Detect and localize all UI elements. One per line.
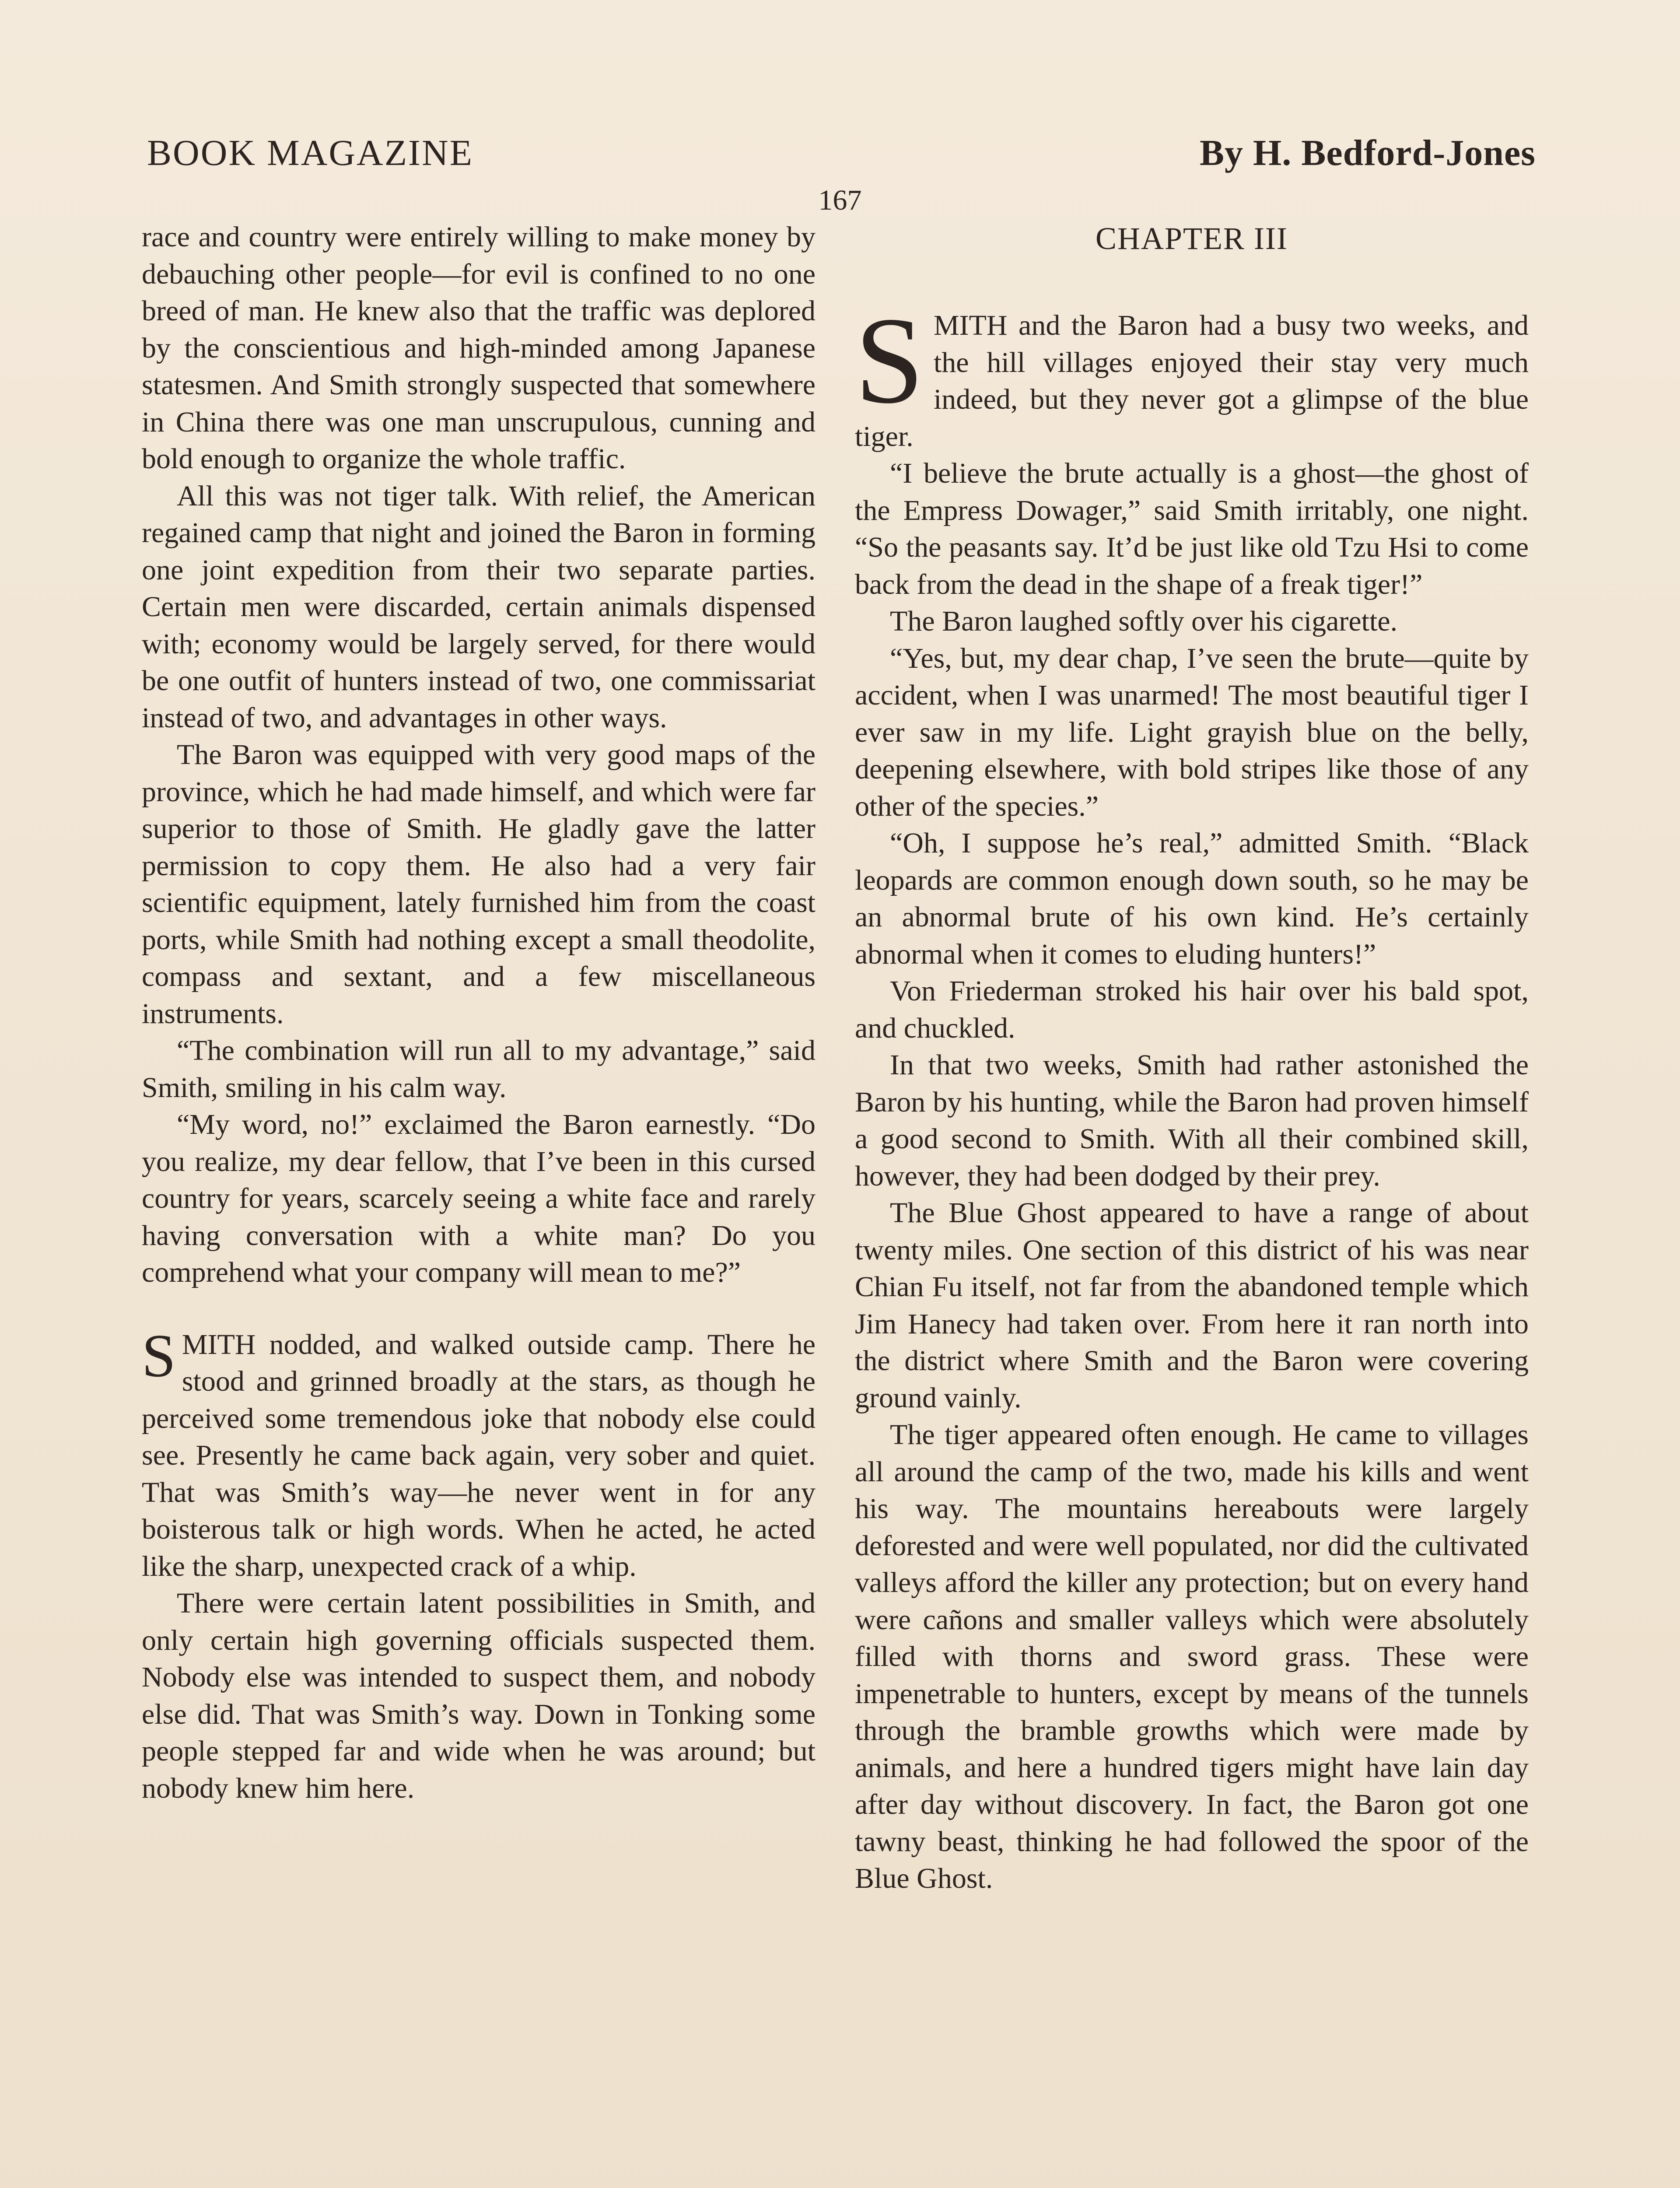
drop-cap: S: [855, 292, 924, 429]
paragraph: “The combination will run all to my advantage,” said Smith, smiling in his calm way.: [142, 1034, 816, 1104]
paragraph: “Yes, but, my dear chap, I’ve seen the brute—quite by accident, when I was unarmed! The most beautiful tiger I ever saw in my life. Light grayish blue on the belly, deepening elsewhere, with bold stripes like those of any other of the species.”: [855, 642, 1529, 822]
section-break: [142, 1291, 816, 1326]
paragraph: race and country were entirely willing to make money by debauching other people—for evil is confined to no one breed of man. He knew also that the traffic was deplored by the conscientious and high-minded among Japanese statesmen. And Smith strongly suspected that somewhere in China there was one man unscrupulous, cunning and bold enough to organize the whole traffic.: [142, 221, 816, 475]
paragraph: In that two weeks, Smith had rather astonished the Baron by his hunting, while the Baron had proven himself a good second to Smith. With all their combined skill, however, they had been dodged by their prey.: [855, 1049, 1529, 1192]
chapter-title: CHAPTER III: [1096, 221, 1288, 256]
paragraph: “My word, no!” exclaimed the Baron earnestly. “Do you realize, my dear fellow, that I’ve been in this cursed country for years, scarcely seeing a white face and rarely having conversation with a white man? Do you comprehend what your company will mean to me?”: [142, 1108, 816, 1288]
paragraph-dropcap: [855, 292, 1529, 455]
paragraph: The tiger appeared often enough. He came to villages all around the camp of the two, made his kills and went his way. The mountains hereabouts were largely deforested and were well populated, nor did the cultivated valleys afford the killer any protection; but on every hand were cañons and smaller valleys which were absolutely filled with thorns and sword grass. These were impenetrable to hunters, except by means of the tunnels through the bramble growths which were made by animals, and here a hundred tigers might have lain day after day without discovery. In fact, the Baron got one tawny beast, thinking he had followed the spoor of the Blue Ghost.: [855, 1419, 1529, 1894]
paragraph: There were certain latent possibilities in Smith, and only certain high governing officials suspected them. Nobody else was intended to suspect them, and nobody else did. That was Smith’s way. Down in Tonking some people stepped far and wide when he was around; but nobody knew him here.: [142, 1587, 816, 1804]
paragraph-text: MITH nodded, and walked outside camp. There he stood and grinned broadly at the stars, as though he perceived some tremendous joke that nobody else could see. Presently he came back again, very sober and quiet. That was Smith’s way—he never went in for any boisterous talk or high words. When he acted, he acted like the sharp, unexpected crack of a whip.: [142, 1328, 816, 1582]
paragraph-dropcap: [142, 1322, 816, 1585]
paragraph: The Baron was equipped with very good maps of the province, which he had made himself, and which were far superior to those of Smith. He gladly gave the latter permission to copy them. He also had a very fair scientific equipment, lately furnished him from the coast ports, while Smith had nothing except a small theodolite, compass and sextant, and a few miscellaneous instruments.: [142, 739, 816, 1030]
paragraph: “I believe the brute actually is a ghost—the ghost of the Empress Dowager,” said Smith irritably, one night. “So the peasants say. It’d be just like old Tzu Hsi to come back from the dead in the shape of a freak tiger!”: [855, 457, 1529, 600]
paragraph: The Blue Ghost appeared to have a range of about twenty miles. One section of this district of his was near Chian Fu itself, not far from the abandoned temple which Jim Hanecy had taken over. From here it ran north into the district where Smith and the Baron were covering ground vainly.: [855, 1197, 1529, 1414]
paragraph: “Oh, I suppose he’s real,” admitted Smith. “Black leopards are common enough down south, so he may be an abnormal brute of his own kind. He’s certainly abnormal when it comes to eluding hunters!”: [855, 827, 1529, 970]
drop-cap: S: [142, 1322, 176, 1390]
left-column: [142, 219, 816, 1807]
paragraph: All this was not tiger talk. With relief, the American regained camp that night and joined the Baron in forming one joint expedition from their two separate parties. Certain men were discarded, certain animals dispensed with; economy would be largely served, for there would be one outfit of hunters instead of two, one commissariat instead of two, and advantages in other ways.: [142, 480, 816, 734]
right-column: [855, 219, 1529, 1897]
paragraph-text: MITH and the Baron had a busy two weeks, and the hill villages enjoyed their stay very much indeed, but they never got a glimpse of the blue tiger.: [855, 309, 1529, 452]
paragraph: The Baron laughed softly over his cigarette.: [890, 605, 1398, 637]
running-header-author: By H. Bedford-Jones: [1199, 133, 1536, 173]
paragraph: Von Friederman stroked his hair over his bald spot, and chuckled.: [855, 975, 1529, 1044]
page-number: 167: [818, 184, 862, 216]
running-header-left: BOOK MAGAZINE: [147, 133, 473, 173]
